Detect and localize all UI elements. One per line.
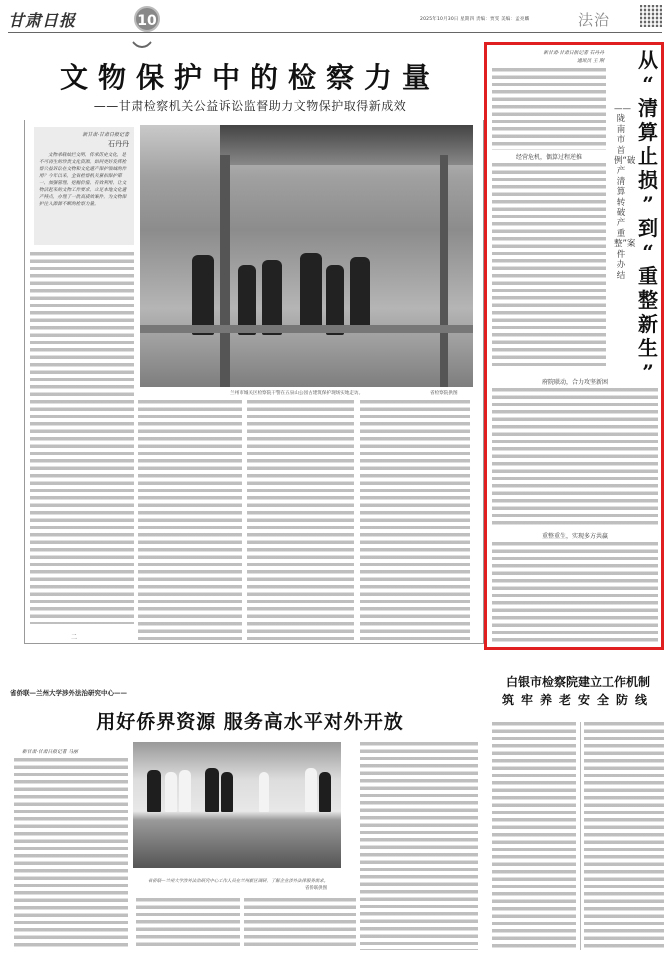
page-number: 10	[134, 6, 160, 32]
column-divider	[580, 722, 581, 950]
title-char: 重	[638, 264, 658, 288]
article3-title[interactable]: 白银市检察院建立工作机制	[505, 675, 650, 689]
sidebar-subhead-1: 经营危机，偶算过程逆推	[515, 154, 582, 161]
title-char: 损	[638, 168, 658, 192]
title-char: 算	[638, 120, 658, 144]
article1-column-3	[247, 400, 354, 640]
photo-person	[179, 770, 191, 812]
sidebar-column-2	[492, 388, 658, 526]
issue-meta: 2025年10月30日 星期四 责编：贾雯 美编：孟亮麟	[420, 17, 530, 22]
article1-byline: 新甘肃·甘肃日报记者	[82, 132, 129, 138]
photo-person	[165, 772, 177, 812]
photo-person	[262, 260, 282, 335]
article1-photo[interactable]	[140, 125, 473, 387]
article3-column-1	[492, 722, 576, 950]
sidebar-lead	[492, 68, 606, 150]
title-char: 止	[638, 144, 658, 168]
title-char: ”	[642, 360, 654, 384]
article1-photo-credit: 省检察院供图	[430, 391, 458, 396]
title-char: 从	[638, 48, 658, 72]
title-char: 整	[638, 288, 658, 312]
title-char: 生	[638, 336, 658, 360]
article2-column-1	[14, 758, 128, 948]
article1-author: 石丹丹	[108, 140, 129, 148]
title-char: ”	[642, 192, 654, 216]
sidebar-subtitle: ——陇南市首例“破产清算转破产重整”案件办结	[614, 104, 636, 281]
article2-kicker: 省侨联—兰州大学涉外法治研究中心——	[10, 689, 127, 697]
article2-column-4	[360, 742, 478, 950]
article1-subtitle: ——甘肃检察机关公益诉讼监督助力文物保护取得新成效	[93, 99, 407, 113]
title-char: “	[642, 240, 654, 264]
photo-person	[305, 768, 317, 812]
article1-column-2	[138, 400, 242, 640]
article2-photo[interactable]	[133, 742, 341, 868]
photo-person	[192, 255, 214, 335]
section-name: 法治	[578, 11, 611, 29]
article2-title[interactable]: 用好侨界资源 服务高水平对外开放	[96, 711, 404, 733]
photo-railing	[140, 325, 473, 333]
header-rule	[8, 32, 662, 33]
photo-pillar	[440, 155, 448, 387]
title-char: 新	[638, 312, 658, 336]
photo-person	[147, 770, 161, 812]
article1-intro-box	[34, 127, 134, 245]
masthead-logo: 甘肃日报	[8, 11, 77, 30]
photo-person	[350, 257, 370, 333]
article1-photo-caption: 兰州市城关区检察院干警在五泉山公园古建筑保护现场实地走访。	[230, 391, 364, 396]
article1-column-1	[30, 252, 134, 624]
article1-column-4	[360, 400, 470, 640]
photo-roof	[220, 125, 473, 165]
sidebar-column-3	[492, 542, 658, 642]
article2-column-3	[244, 898, 356, 950]
article2-photo-caption: 省侨联—兰州大学涉外法治研究中心工作人员在兰州新区调研，了解企业涉外法律服务需求。	[148, 879, 329, 884]
photo-pillar	[220, 155, 230, 387]
article3-column-2	[584, 722, 664, 950]
sidebar-title[interactable]	[636, 48, 660, 384]
photo-person	[205, 768, 219, 812]
sidebar-column-1	[492, 163, 606, 368]
sidebar-byline	[492, 50, 604, 66]
qr-code-icon[interactable]	[640, 5, 662, 27]
article2-byline: 新甘肃·甘肃日报记者 马丽	[22, 750, 78, 755]
sidebar-subhead-2: 府院联动，合力攻坚新困	[541, 379, 608, 386]
article2-photo-credit: 省侨联供图	[305, 886, 327, 891]
article1-title[interactable]: 文物保护中的检察力量	[59, 61, 440, 94]
section-marker: 二	[71, 634, 78, 641]
page-header	[0, 0, 670, 38]
title-char: 到	[638, 216, 658, 240]
sidebar-byline-correspondent: 通讯员 王 刚	[576, 59, 604, 64]
photo-person	[259, 772, 269, 812]
photo-person	[300, 253, 322, 333]
photo-person	[319, 772, 331, 812]
title-char: “	[642, 72, 654, 96]
article3-subtitle: 筑牢养老安全防线	[501, 693, 654, 707]
article1-intro: 文物承载灿烂文明，传承历史文化，是不可再生的珍贵文化资源。如何更好发挥检察公益诉讼在文物和文化遗产保护领域的作用？今年以来，全省检察机关紧扣保护第一、加强管理、挖掘价值、有效利用、让文物活起来的文物工作要求，立足本地文化遗产特点，办理了一批高质效案件，为文物保护注入源源不断的检察力量。	[39, 153, 127, 207]
photo-person	[221, 772, 233, 812]
article2-column-2	[136, 898, 240, 950]
sidebar-subhead-3: 重整重生，实现多方共赢	[541, 533, 608, 540]
sidebar-byline-author: 新甘肃·甘肃日报记者 石丹丹	[543, 51, 604, 56]
title-char: 清	[638, 96, 658, 120]
